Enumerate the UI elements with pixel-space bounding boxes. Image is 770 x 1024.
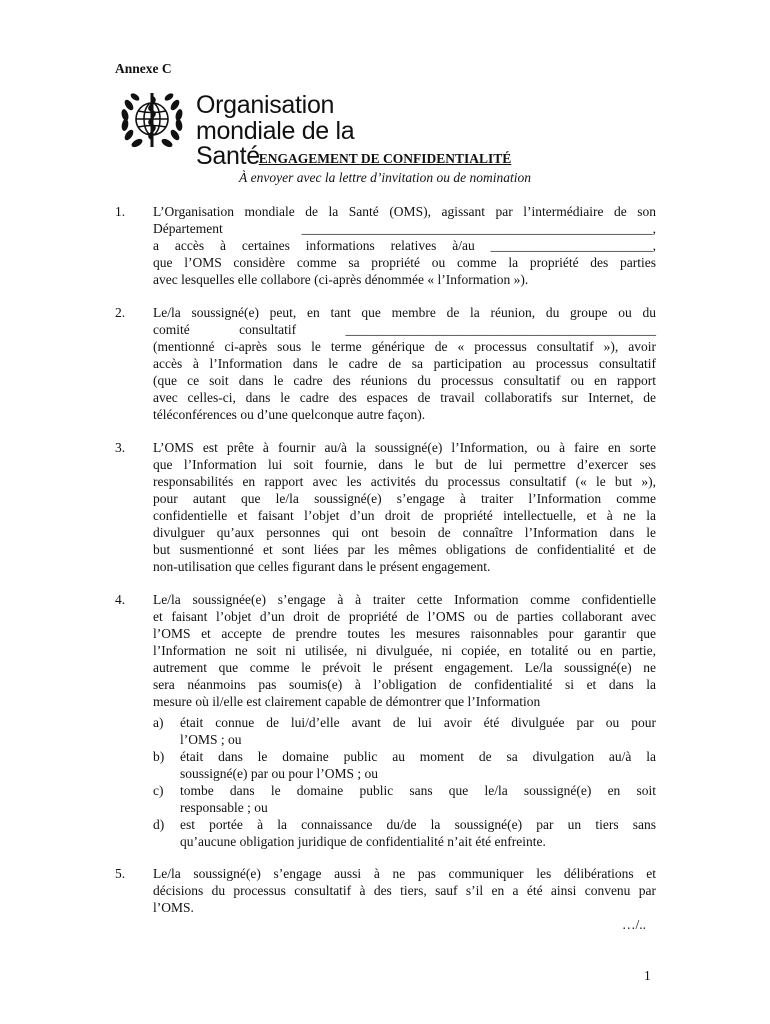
clause-line: que l’Information lui soit fournie, dans le but de lui permettre d’exercer ses (153, 457, 656, 472)
clause-line: et faisant l’objet d’un droit de propriété de l’OMS ou de parties collaborant avec (153, 609, 656, 624)
clause-text (153, 304, 656, 423)
clause-line: (mentionné ci-après sous le terme générique de « processus consultatif »), avoir (153, 339, 656, 354)
clause-line: Le/la soussigné(e) peut, en tant que membre de la réunion, du groupe ou du (153, 305, 656, 320)
clause-text (153, 203, 656, 288)
clause-number: 3. (115, 440, 126, 455)
subclause-text (180, 782, 656, 816)
clause-line: décisions du processus consultatif à des tiers, sauf s’il en a été ainsi convenu par (153, 883, 656, 898)
document-title: ENGAGEMENT DE CONFIDENTIALITÉ (258, 151, 512, 166)
clause-line: L’Organisation mondiale de la Santé (OMS), agissant par l’intermédiaire de son (153, 204, 656, 219)
document-subtitle: À envoyer avec la lettre d’invitation ou de nomination (239, 170, 531, 185)
who-emblem-icon (117, 87, 187, 155)
clause-line: pour autant que le/la soussigné(e) s’engage à traiter l’Information comme (153, 491, 656, 506)
clause-line: divulguer qu’aux personnes qui ont besoin de connaître l’Information dans le (153, 525, 656, 540)
clause-number: 5. (115, 866, 126, 881)
logo-line-2: mondiale de la Santé (196, 117, 355, 170)
clause-line: l’OMS. (153, 900, 194, 915)
clause-line: mesure où il/elle est clairement capable de démontrer que l’Information (153, 694, 541, 709)
clause-line: téléconférences ou d’une quelconque autre façon). (153, 407, 426, 422)
subclause-line: l’OMS ; ou (180, 732, 242, 747)
clause-line: avec celles-ci, dans le cadre des espaces de travail collaboratifs sur Internet, de (153, 390, 656, 405)
subclause-label: a) (153, 715, 164, 730)
clause-line: comité consultatif ______________________________________________ (153, 322, 656, 337)
subclause-text (180, 714, 656, 748)
clause-line: non-utilisation que celles figurant dans le présent engagement. (153, 559, 491, 574)
clause-line: a accès à certaines informations relatives à/au ________________________, (153, 238, 656, 253)
clause-line: Département ____________________________________________________, (153, 221, 656, 236)
clause-number: 4. (115, 592, 126, 607)
clause-text (153, 591, 656, 710)
continuation-mark: …/.. (622, 917, 647, 932)
subclause-line: tombe dans le domaine public sans que le/la soussigné(e) en soit (180, 783, 656, 798)
clause-line: accès à l’Information dans le cadre de sa participation au processus consultatif (153, 356, 656, 371)
clause-line: responsabilités en rapport avec les activités du processus consultatif (« le but »), (153, 474, 656, 489)
clause-line: que l’OMS considère comme sa propriété ou comme la propriété des parties (153, 255, 656, 270)
clause-line: but susmentionné et sont liées par les mêmes obligations de confidentialité et de (153, 542, 656, 557)
subclause-label: d) (153, 817, 165, 832)
clause-line: (que ce soit dans le cadre des réunions du processus consultatif ou en rapport (153, 373, 656, 388)
clause-line: Le/la soussignée(e) s’engage à à traiter cette Information comme confidentielle (153, 592, 656, 607)
clause-line: l’OMS et accepte de prendre toutes les mesures raisonnables pour garantir que (153, 626, 656, 641)
subclause-line: est portée à la connaissance du/de la soussigné(e) par un tiers sans (180, 817, 656, 832)
subclause-line: était dans le domaine public au moment de sa divulgation au/à la (180, 749, 656, 764)
clause-number: 2. (115, 305, 126, 320)
clause-line: sera néanmoins pas soumis(e) à l’obligation de confidentialité si et dans la (153, 677, 656, 692)
subclause-label: c) (153, 783, 164, 798)
clause-text (153, 439, 656, 575)
subclause-label: b) (153, 749, 165, 764)
logo-line-1: Organisation (196, 91, 335, 119)
subclause-text (180, 816, 656, 850)
clause-number: 1. (115, 204, 126, 219)
subclause-text (180, 748, 656, 782)
clause-line: Le/la soussigné(e) s’engage aussi à ne pas communiquer les délibérations et (153, 866, 656, 881)
subclause-line: était connue de lui/d’elle avant de lui avoir été divulguée par ou pour (180, 715, 656, 730)
clause-line: l’Information ne soit ni utilisée, ni divulguée, ni copiée, en totalité ou en partie, (153, 643, 656, 658)
clause-line: confidentielle et faisant l’objet d’un droit de propriété intellectuelle, et à ne la (153, 508, 656, 523)
subclause-line: responsable ; ou (180, 800, 268, 815)
subclause-line: soussigné(e) par ou pour l’OMS ; ou (180, 766, 378, 781)
annex-label: Annexe C (115, 61, 172, 76)
clause-line: L’OMS est prête à fournir au/à la soussigné(e) l’Information, ou à faire en sorte (153, 440, 656, 455)
clause-text (153, 865, 656, 916)
clause-line: autrement que comme le prévoit le présent engagement. Le/la soussigné(e) ne (153, 660, 656, 675)
clause-line: avec lesquelles elle collabore (ci-après dénommée « l’Information »). (153, 272, 529, 287)
page-number: 1 (644, 968, 651, 983)
subclause-line: qu’aucune obligation juridique de confidentialité n’ait été enfreinte. (180, 834, 546, 849)
